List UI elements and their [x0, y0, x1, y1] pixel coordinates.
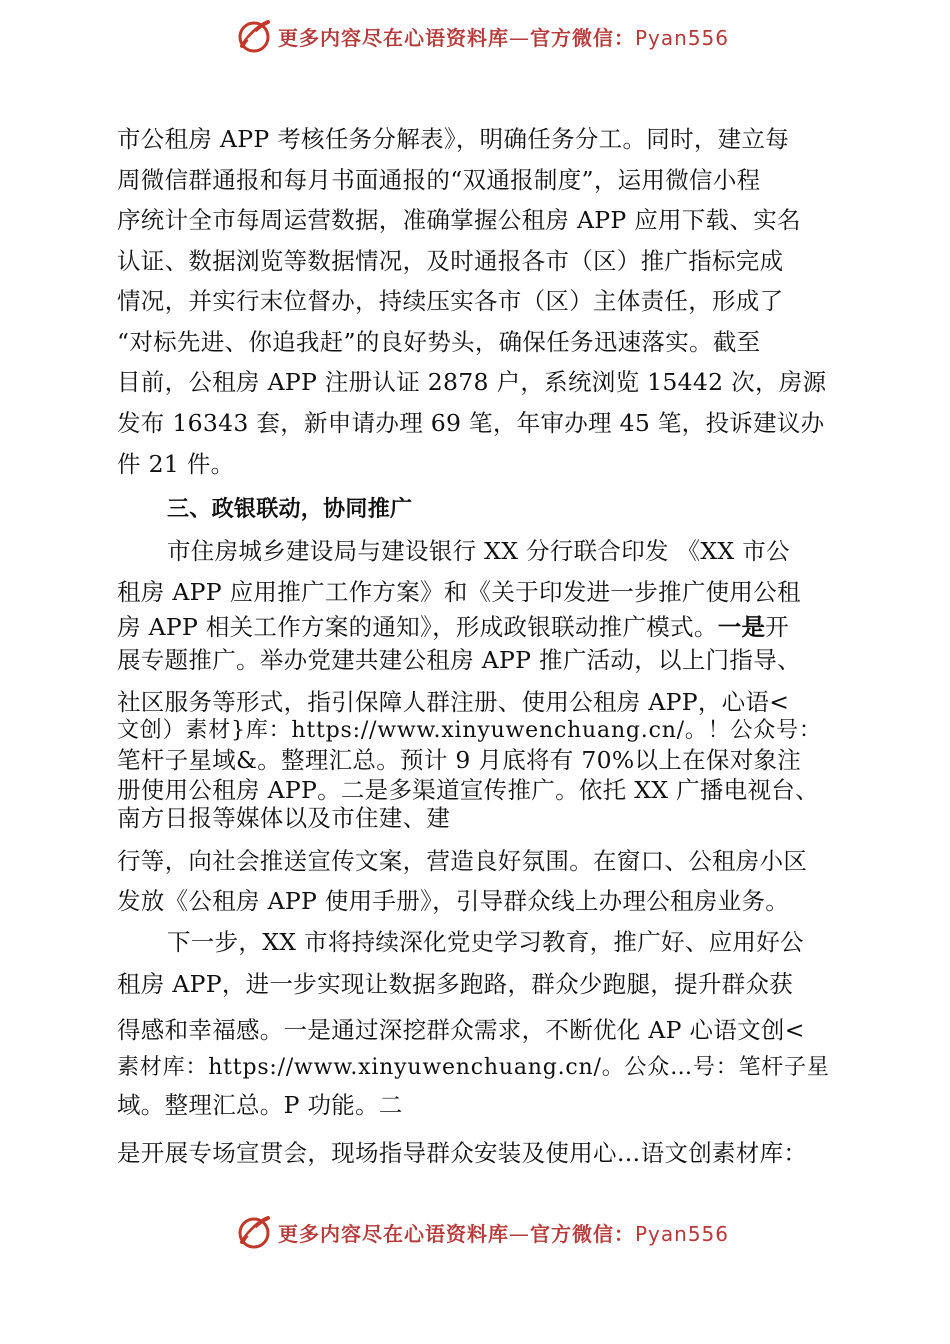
brush-logo-icon	[234, 1212, 274, 1252]
footer-watermark-banner	[234, 1210, 729, 1254]
paragraph-line: 市住房城乡建设局与建设银行 XX 分行联合印发 《XX 市公	[167, 537, 790, 565]
paragraph-line: 情况，并实行末位督办，持续压实各市（区）主体责任，形成了	[117, 287, 784, 315]
paragraph-line-mixed	[117, 612, 789, 642]
section-heading: 三、政银联动，协同推广	[167, 497, 413, 522]
paragraph-line: 南方日报等媒体以及市住建、建	[117, 804, 451, 832]
paragraph-line: 发放《公租房 APP 使用手册》，引导群众线上办理公租房业务。	[117, 887, 790, 915]
paragraph-line: 素材库：https://www.xinyuwenchuang.cn/。公众…号：笔杆子星	[117, 1055, 830, 1080]
paragraph-line: “对标先进、你追我赶”的良好势头，确保任务迅速落实。截至	[117, 328, 761, 356]
paragraph-text: 房 APP 相关工作方案的通知》，形成政银联动推广模式。	[117, 613, 718, 641]
paragraph-line: 笔杆子星域&。整理汇总。预计 9 月底将有 70%以上在保对象注	[117, 746, 802, 774]
paragraph-line: 目前，公租房 APP 注册认证 2878 户，系统浏览 15442 次，房源	[117, 368, 827, 396]
header-watermark-banner	[234, 14, 729, 58]
paragraph-line: 租房 APP，进一步实现让数据多跑路，群众少跑腿，提升群众获	[117, 970, 794, 998]
paragraph-line: 域。整理汇总。P 功能。二	[117, 1091, 403, 1119]
paragraph-line: 展专题推广。举办党建共建公租房 APP 推广活动，以上门指导、	[117, 646, 801, 674]
paragraph-line: 行等，向社会推送宣传文案，营造良好氛围。在窗口、公租房小区	[117, 847, 808, 875]
paragraph-line: 得感和幸福感。一是通过深挖群众需求，不断优化 AP 心语文创<	[117, 1016, 805, 1044]
paragraph-line: 是开展专场宣贯会，现场指导群众安装及使用心…语文创素材库：	[117, 1139, 808, 1167]
paragraph-line: 件 21 件。	[117, 450, 235, 478]
paragraph-line: 社区服务等形式，指引保障人群注册、使用公租房 APP，心语<	[117, 688, 790, 716]
paragraph-line: 市公租房 APP 考核任务分解表》，明确任务分工。同时，建立每	[117, 125, 790, 153]
brush-logo-icon	[234, 16, 274, 56]
emphasis-text: 一是	[717, 613, 766, 641]
paragraph-line: 认证、数据浏览等数据情况，及时通报各市（区）推广指标完成	[117, 247, 784, 275]
paragraph-line: 册使用公租房 APP。二是多渠道宣传推广。依托 XX 广播电视台、	[117, 776, 819, 804]
paragraph-text: 开	[765, 613, 790, 641]
watermark-text: 更多内容尽在心语资料库—官方微信：Pyan556	[278, 25, 730, 50]
paragraph-line: 发布 16343 套，新申请办理 69 笔，年审办理 45 笔，投诉建议办	[117, 409, 825, 437]
watermark-text: 更多内容尽在心语资料库—官方微信：Pyan556	[278, 1221, 730, 1246]
paragraph-line: 下一步，XX 市将持续深化党史学习教育，推广好、应用好公	[167, 928, 804, 956]
paragraph-line: 序统计全市每周运营数据，准确掌握公租房 APP 应用下载、实名	[117, 206, 801, 234]
paragraph-line: 文创）素材}库：https://www.xinyuwenchuang.cn/。！公众号：	[117, 718, 822, 743]
paragraph-line: 周微信群通报和每月书面通报的“双通报制度”，运用微信小程	[117, 166, 761, 194]
paragraph-line: 租房 APP 应用推广工作方案》和《关于印发进一步推广使用公租	[117, 578, 801, 606]
